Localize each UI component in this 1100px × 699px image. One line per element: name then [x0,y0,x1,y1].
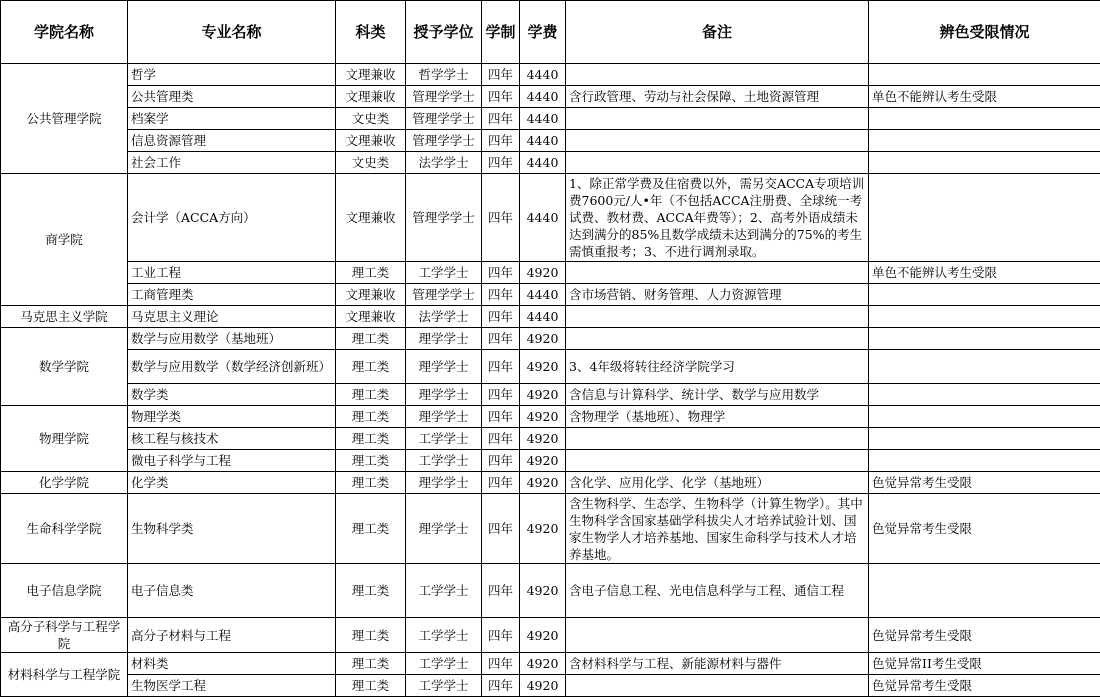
header-degree: 授予学位 [406,1,482,64]
duration-cell: 四年 [482,450,520,472]
remarks-cell [566,130,869,152]
degree-cell: 理学学士 [406,384,482,406]
degree-cell: 理学学士 [406,350,482,384]
category-cell: 理工类 [336,406,406,428]
college-cell: 高分子科学与工程学院 [1,618,128,653]
college-cell: 物理学院 [1,406,128,472]
tuition-cell: 4920 [520,494,566,564]
college-cell: 生命科学学院 [1,494,128,564]
category-cell: 文史类 [336,108,406,130]
table-row [1,130,1100,152]
tuition-cell: 4920 [520,472,566,494]
remarks-cell: 1、除正常学费及住宿费以外，需另交ACCA专项培训费7600元/人•年（不包括ACCA注册费、全球统一考试费、教材费、ACCA年费等）；2、高考外语成绩未达到满分的85%且数学成绩未达到满分的75%的考生需慎重报考；3、不进行调剂录取。 [566,174,869,262]
degree-cell: 工学学士 [406,675,482,697]
duration-cell: 四年 [482,384,520,406]
degree-cell: 法学学士 [406,152,482,174]
tuition-cell: 4440 [520,108,566,130]
colorblind-cell [869,564,1100,618]
colorblind-cell [869,108,1100,130]
category-cell: 理工类 [336,350,406,384]
category-cell: 理工类 [336,450,406,472]
college-cell: 材料科学与工程学院 [1,653,128,697]
degree-cell: 工学学士 [406,428,482,450]
remarks-cell: 含化学、应用化学、化学（基地班） [566,472,869,494]
table-row [1,262,1100,284]
major-cell: 社会工作 [128,152,336,174]
major-cell: 马克思主义理论 [128,306,336,328]
colorblind-cell: 色觉异常考生受限 [869,618,1100,653]
duration-cell: 四年 [482,262,520,284]
duration-cell: 四年 [482,306,520,328]
colorblind-cell: 色觉异常考生受限 [869,472,1100,494]
category-cell: 文史类 [336,152,406,174]
table-row [1,494,1100,564]
colorblind-cell [869,174,1100,262]
remarks-cell: 含行政管理、劳动与社会保障、土地资源管理 [566,86,869,108]
degree-cell: 工学学士 [406,262,482,284]
degree-cell: 理学学士 [406,328,482,350]
colorblind-cell: 色觉异常考生受限 [869,494,1100,564]
table-row [1,472,1100,494]
category-cell: 理工类 [336,428,406,450]
table-row [1,653,1100,675]
category-cell: 文理兼收 [336,174,406,262]
degree-cell: 工学学士 [406,564,482,618]
major-cell: 公共管理类 [128,86,336,108]
table-row [1,86,1100,108]
duration-cell: 四年 [482,284,520,306]
duration-cell: 四年 [482,406,520,428]
table-row [1,350,1100,384]
table-row [1,384,1100,406]
degree-cell: 管理学学士 [406,174,482,262]
colorblind-cell [869,284,1100,306]
category-cell: 理工类 [336,384,406,406]
colorblind-cell [869,306,1100,328]
tuition-cell: 4440 [520,152,566,174]
header-category: 科类 [336,1,406,64]
major-cell: 档案学 [128,108,336,130]
remarks-cell: 含生物科学、生态学、生物科学（计算生物学）。其中生物科学含国家基础学科拔尖人才培养试验计划、国家生物学人才培养基地、国家生命科学与技术人才培养基地。 [566,494,869,564]
table-row [1,618,1100,653]
colorblind-cell [869,406,1100,428]
tuition-cell: 4440 [520,306,566,328]
degree-cell: 工学学士 [406,653,482,675]
tuition-cell: 4920 [520,328,566,350]
degree-cell: 管理学学士 [406,108,482,130]
remarks-cell: 3、4年级将转往经济学院学习 [566,350,869,384]
major-cell: 生物科学类 [128,494,336,564]
tuition-cell: 4440 [520,130,566,152]
remarks-cell [566,428,869,450]
major-cell: 数学类 [128,384,336,406]
tuition-cell: 4920 [520,428,566,450]
tuition-cell: 4920 [520,618,566,653]
tuition-cell: 4440 [520,64,566,86]
category-cell: 文理兼收 [336,306,406,328]
table-row [1,152,1100,174]
tuition-cell: 4920 [520,350,566,384]
table-row [1,428,1100,450]
remarks-cell [566,64,869,86]
category-cell: 理工类 [336,653,406,675]
duration-cell: 四年 [482,653,520,675]
remarks-cell: 含材料科学与工程、新能源材料与器件 [566,653,869,675]
remarks-cell [566,618,869,653]
tuition-cell: 4920 [520,262,566,284]
remarks-cell [566,152,869,174]
header-row [1,1,1100,64]
colorblind-cell [869,64,1100,86]
remarks-cell [566,450,869,472]
degree-cell: 工学学士 [406,618,482,653]
duration-cell: 四年 [482,130,520,152]
tuition-cell: 4920 [520,564,566,618]
colorblind-cell [869,428,1100,450]
header-major: 专业名称 [128,1,336,64]
duration-cell: 四年 [482,618,520,653]
tuition-cell: 4920 [520,384,566,406]
colorblind-cell [869,350,1100,384]
tuition-cell: 4920 [520,450,566,472]
remarks-cell [566,262,869,284]
table-row [1,108,1100,130]
duration-cell: 四年 [482,428,520,450]
major-cell: 电子信息类 [128,564,336,618]
degree-cell: 哲学学士 [406,64,482,86]
colorblind-cell: 色觉异常II考生受限 [869,653,1100,675]
major-cell: 数学与应用数学（基地班） [128,328,336,350]
major-cell: 工业工程 [128,262,336,284]
category-cell: 文理兼收 [336,284,406,306]
degree-cell: 理学学士 [406,472,482,494]
college-cell: 马克思主义学院 [1,306,128,328]
colorblind-cell [869,328,1100,350]
college-cell: 商学院 [1,174,128,306]
duration-cell: 四年 [482,494,520,564]
category-cell: 理工类 [336,618,406,653]
college-cell: 化学学院 [1,472,128,494]
header-colorblind: 辨色受限情况 [869,1,1100,64]
remarks-cell [566,108,869,130]
major-cell: 工商管理类 [128,284,336,306]
colorblind-cell [869,450,1100,472]
table-row [1,450,1100,472]
duration-cell: 四年 [482,152,520,174]
major-cell: 高分子材料与工程 [128,618,336,653]
college-cell: 电子信息学院 [1,564,128,618]
table-row [1,328,1100,350]
major-cell: 微电子科学与工程 [128,450,336,472]
major-cell: 化学类 [128,472,336,494]
degree-cell: 管理学学士 [406,86,482,108]
major-cell: 哲学 [128,64,336,86]
table-row [1,174,1100,262]
category-cell: 理工类 [336,494,406,564]
degree-cell: 工学学士 [406,450,482,472]
duration-cell: 四年 [482,174,520,262]
colorblind-cell [869,130,1100,152]
major-cell: 信息资源管理 [128,130,336,152]
colorblind-cell [869,152,1100,174]
colorblind-cell: 单色不能辨认考生受限 [869,262,1100,284]
tuition-cell: 4920 [520,406,566,428]
category-cell: 理工类 [336,328,406,350]
tuition-cell: 4920 [520,675,566,697]
category-cell: 理工类 [336,262,406,284]
degree-cell: 法学学士 [406,306,482,328]
tuition-cell: 4440 [520,284,566,306]
category-cell: 文理兼收 [336,64,406,86]
duration-cell: 四年 [482,350,520,384]
category-cell: 理工类 [336,564,406,618]
major-cell: 材料类 [128,653,336,675]
duration-cell: 四年 [482,328,520,350]
major-cell: 会计学（ACCA方向） [128,174,336,262]
remarks-cell [566,328,869,350]
tuition-cell: 4440 [520,86,566,108]
remarks-cell: 含电子信息工程、光电信息科学与工程、通信工程 [566,564,869,618]
remarks-cell [566,675,869,697]
remarks-cell: 含物理学（基地班）、物理学 [566,406,869,428]
college-cell: 数学学院 [1,328,128,406]
major-cell: 物理学类 [128,406,336,428]
colorblind-cell: 色觉异常考生受限 [869,675,1100,697]
header-duration: 学制 [482,1,520,64]
duration-cell: 四年 [482,86,520,108]
college-cell: 公共管理学院 [1,64,128,174]
colorblind-cell: 单色不能辨认考生受限 [869,86,1100,108]
table-row [1,284,1100,306]
table-row [1,406,1100,428]
duration-cell: 四年 [482,564,520,618]
degree-cell: 管理学学士 [406,284,482,306]
duration-cell: 四年 [482,108,520,130]
header-tuition: 学费 [520,1,566,64]
duration-cell: 四年 [482,64,520,86]
category-cell: 文理兼收 [336,86,406,108]
category-cell: 文理兼收 [336,130,406,152]
tuition-cell: 4440 [520,174,566,262]
degree-cell: 理学学士 [406,494,482,564]
major-cell: 核工程与核技术 [128,428,336,450]
remarks-cell [566,306,869,328]
header-remarks: 备注 [566,1,869,64]
colorblind-cell [869,384,1100,406]
tuition-cell: 4920 [520,653,566,675]
table-row [1,64,1100,86]
duration-cell: 四年 [482,472,520,494]
table-row [1,675,1100,697]
degree-cell: 管理学学士 [406,130,482,152]
header-college: 学院名称 [1,1,128,64]
major-cell: 数学与应用数学（数学经济创新班） [128,350,336,384]
category-cell: 理工类 [336,472,406,494]
category-cell: 理工类 [336,675,406,697]
major-cell: 生物医学工程 [128,675,336,697]
table-row [1,306,1100,328]
table-row [1,564,1100,618]
remarks-cell: 含市场营销、财务管理、人力资源管理 [566,284,869,306]
duration-cell: 四年 [482,675,520,697]
degree-cell: 理学学士 [406,406,482,428]
remarks-cell: 含信息与计算科学、统计学、数学与应用数学 [566,384,869,406]
